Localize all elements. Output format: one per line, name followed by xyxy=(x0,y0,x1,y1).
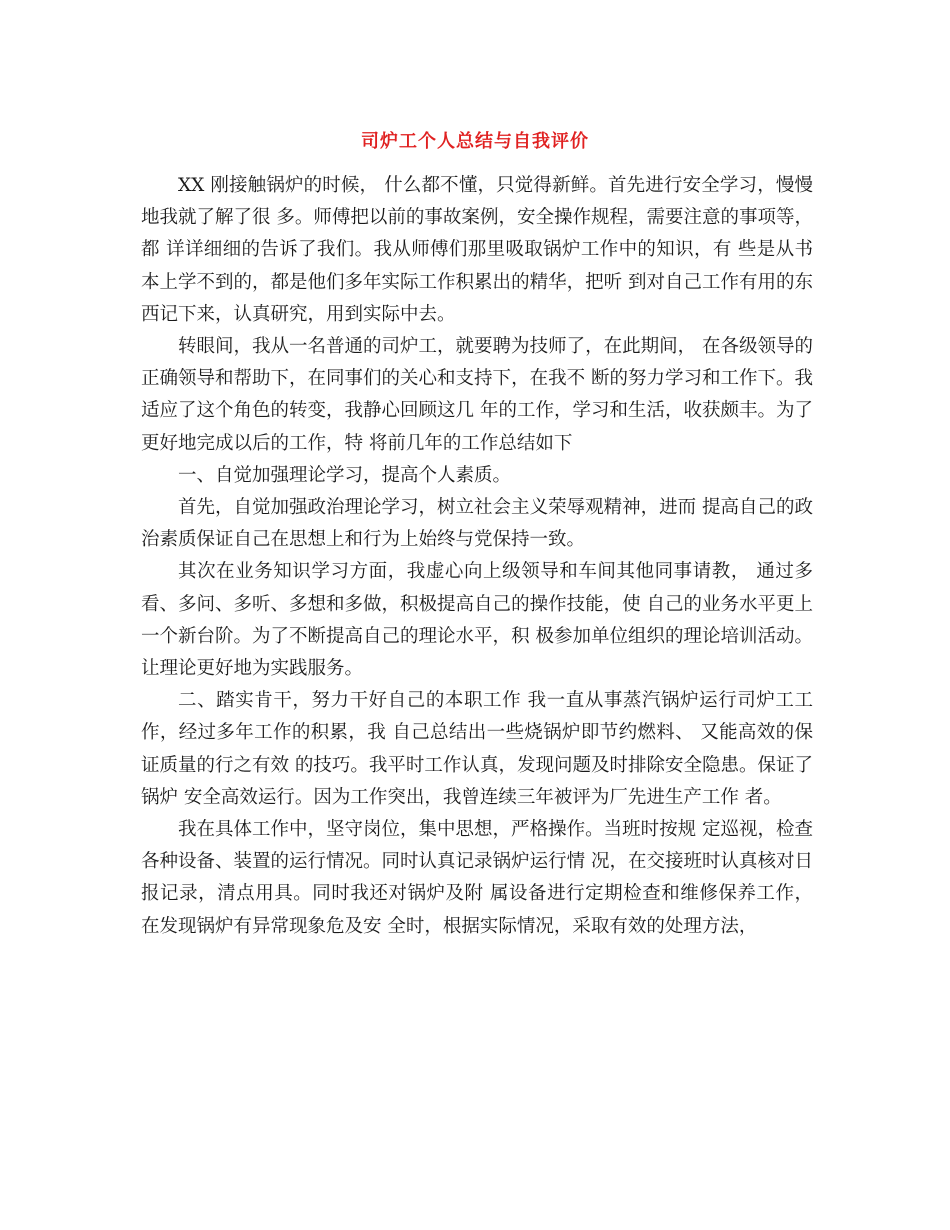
section-heading-1: 一、自觉加强理论学习，提高个人素质。 xyxy=(178,464,512,486)
paragraph-1: XX 刚接触锅炉的时候， 什么都不懂，只觉得新鲜。首先进行安全学习，慢慢地我就了解了很 多。师傅把以前的事故案例，安全操作规程，需要注意的事项等，都 详详细细的告诉了我们。我从师傅们那里吸取锅炉工作中的知识，有 些是从书本上学不到的，都是他们多年实际工作积累出的精华，把听 到对自己工作有用的东西记下来，认真研究，用到实际中去。 xyxy=(141,175,813,325)
document-title: 司炉工个人总结与自我评价 xyxy=(361,131,589,152)
paragraph-3: 首先，自觉加强政治理论学习，树立社会主义荣辱观精神，进而 提高自己的政治素质保证自己在思想上和行为上始终与党保持一致。 xyxy=(141,497,813,551)
paragraph-2: 转眼间，我从一名普通的司炉工，就要聘为技师了，在此期间， 在各级领导的正确领导和帮助下，在同事们的关心和支持下，在我不 断的努力学习和工作下。我适应了这个角色的转变，我静心回顾这几 年的工作，学习和生活，收获颇丰。为了更好地完成以后的工作，特 将前几年的工作总结如下 xyxy=(141,336,813,454)
document-body xyxy=(141,170,813,943)
paragraph-6: 我在具体工作中，坚守岗位，集中思想，严格操作。当班时按规 定巡视，检查各种设备、装置的运行情况。同时认真记录锅炉运行情 况，在交接班时认真核对日报记录，清点用具。同时我还对锅炉及附 属设备进行定期检查和维修保养工作， 在发现锅炉有异常现象危及安 全时，根据实际情况，采取有效的处理方法， xyxy=(141,819,813,937)
paragraph-4: 其次在业务知识学习方面，我虚心向上级领导和车间其他同事请教， 通过多看、多问、多听、多想和多做，积极提高自己的操作技能，使 自己的业务水平更上一个新台阶。为了不断提高自己的理论水平，积 极参加单位组织的理论培训活动。让理论更好地为实践服务。 xyxy=(141,561,813,680)
paragraph-5: 二、踏实肯干，努力干好自己的本职工作 我一直从事蒸汽锅炉运行司炉工工作，经过多年工作的积累，我 自己总结出一些烧锅炉即节约燃料、 又能高效的保证质量的行之有效 的技巧。我平时工作认真，发现问题及时排除安全隐患。保证了锅炉 安全高效运行。因为工作突出，我曾连续三年被评为厂先进生产工作 者。 xyxy=(141,690,813,808)
